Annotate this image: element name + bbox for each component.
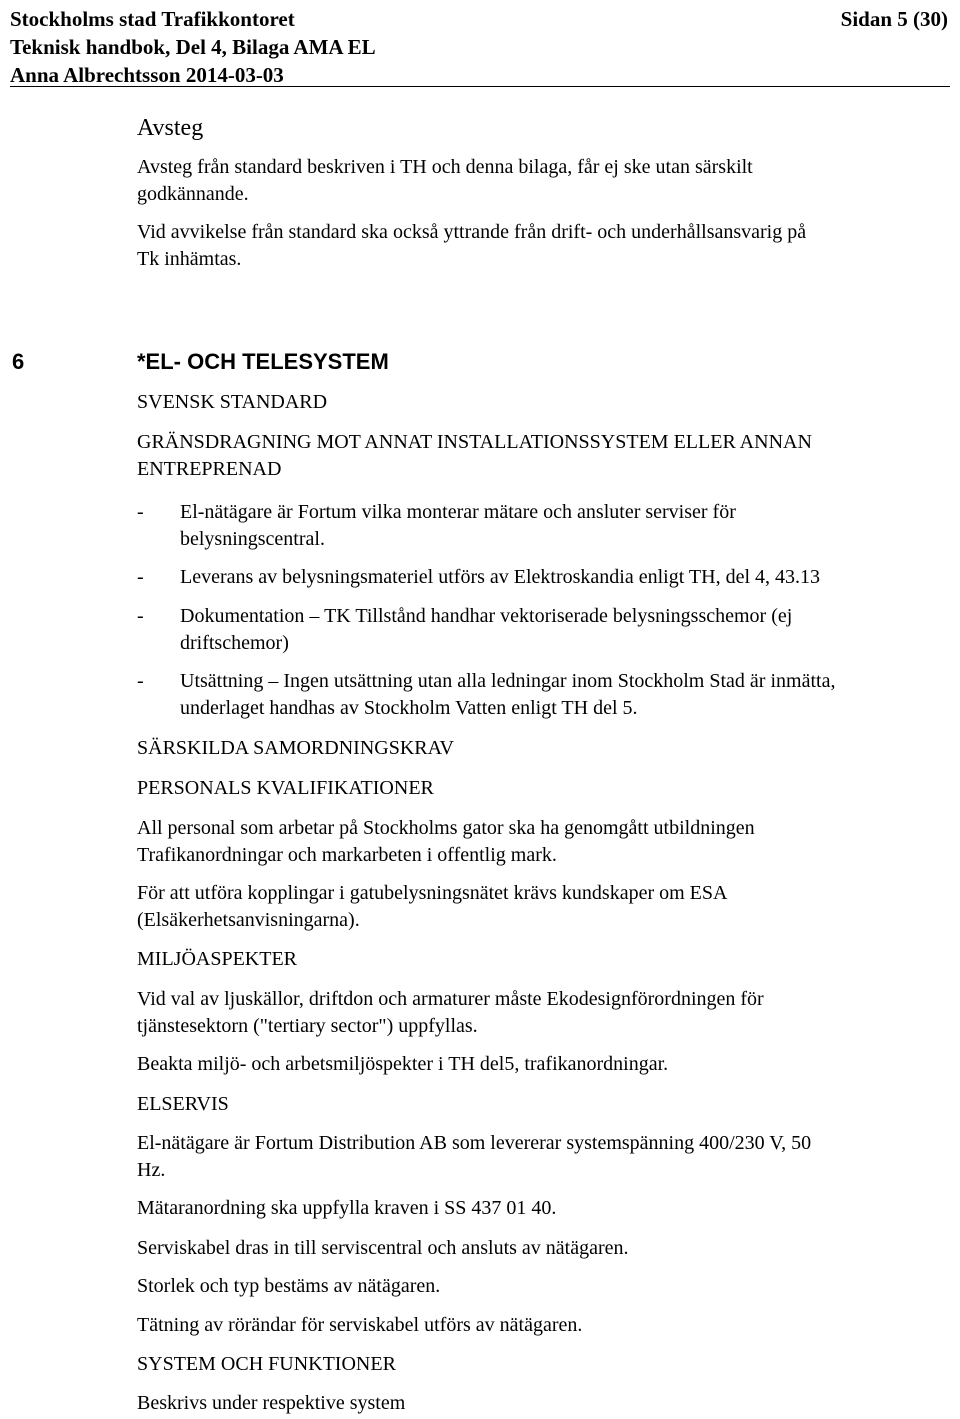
list-item-line: Dokumentation – TK Tillstånd handhar vektoriserade belysningsschemor (ej <box>180 605 793 627</box>
personals-paragraph-1-line-2: Trafikanordningar och markarbeten i offentlig mark. <box>137 844 557 866</box>
elservis-paragraph-4: Storlek och typ bestäms av nätägaren. <box>137 1275 441 1297</box>
gransdragning-heading-line-2: ENTREPRENAD <box>137 458 282 480</box>
personals-paragraph-2-line-2: (Elsäkerhetsanvisningarna). <box>137 909 360 931</box>
list-item-line: Utsättning – Ingen utsättning utan alla ledningar inom Stockholm Stad är inmätta, <box>180 670 836 692</box>
elservis-paragraph-5: Tätning av rörändar för serviskabel utförs av nätägaren. <box>137 1314 583 1336</box>
elservis-paragraph-1-line-1: El-nätägare är Fortum Distribution AB som levererar systemspänning 400/230 V, 50 <box>137 1132 812 1154</box>
list-item-line: Leverans av belysningsmateriel utförs av Elektroskandia enligt TH, del 4, 43.13 <box>180 566 821 588</box>
list-item-line: belysningscentral. <box>180 528 325 550</box>
header-document-title: Teknisk handbok, Del 4, Bilaga AMA EL <box>10 35 376 59</box>
miljo-paragraph-1-line-1: Vid val av ljuskällor, driftdon och armaturer måste Ekodesignförordningen för <box>137 988 764 1010</box>
svensk-standard-heading: SVENSK STANDARD <box>137 391 328 413</box>
personals-paragraph-2-line-1: För att utföra kopplingar i gatubelysningsnätet krävs kundskaper om ESA <box>137 882 728 904</box>
list-item-line: driftschemor) <box>180 632 289 654</box>
section-title: *EL- OCH TELESYSTEM <box>137 349 389 374</box>
header-divider <box>10 86 950 87</box>
miljo-paragraph-2: Beakta miljö- och arbetsmiljöspekter i TH del5, trafikanordningar. <box>137 1053 669 1075</box>
gransdragning-heading-line-1: GRÄNSDRAGNING MOT ANNAT INSTALLATIONSSYSTEM ELLER ANNAN <box>137 431 812 453</box>
personals-heading: PERSONALS KVALIFIKATIONER <box>137 777 434 799</box>
header-organization: Stockholms stad Trafikkontoret <box>10 7 295 31</box>
list-dash: - <box>137 605 144 627</box>
sarskilda-heading: SÄRSKILDA SAMORDNINGSKRAV <box>137 737 454 759</box>
avsteg-paragraph-2-line-1: Vid avvikelse från standard ska också yttrande från drift- och underhållsansvarig på <box>137 221 807 243</box>
elservis-heading: ELSERVIS <box>137 1093 229 1115</box>
elservis-paragraph-1-line-2: Hz. <box>137 1159 166 1181</box>
list-item-line: El-nätägare är Fortum vilka monterar mätare och ansluter serviser för <box>180 501 736 523</box>
system-paragraph-1: Beskrivs under respektive system <box>137 1392 406 1414</box>
miljo-paragraph-1-line-2: tjänstesektorn ("tertiary sector") uppfyllas. <box>137 1015 478 1037</box>
list-dash: - <box>137 670 144 692</box>
avsteg-heading: Avsteg <box>137 115 204 141</box>
list-dash: - <box>137 501 144 523</box>
header-author-date: Anna Albrechtsson 2014-03-03 <box>10 63 284 87</box>
elservis-paragraph-3: Serviskabel dras in till serviscentral och ansluts av nätägaren. <box>137 1237 629 1259</box>
avsteg-paragraph-1-line-2: godkännande. <box>137 183 249 205</box>
list-item-line: underlaget handhas av Stockholm Vatten enligt TH del 5. <box>180 697 638 719</box>
elservis-paragraph-2: Mätaranordning ska uppfylla kraven i SS 437 01 40. <box>137 1197 557 1219</box>
avsteg-paragraph-2-line-2: Tk inhämtas. <box>137 248 242 270</box>
system-heading: SYSTEM OCH FUNKTIONER <box>137 1353 396 1375</box>
page-number: Sidan 5 (30) <box>840 7 948 31</box>
section-number: 6 <box>12 349 25 374</box>
avsteg-paragraph-1-line-1: Avsteg från standard beskriven i TH och denna bilaga, får ej ske utan särskilt <box>137 156 753 178</box>
personals-paragraph-1-line-1: All personal som arbetar på Stockholms gator ska ha genomgått utbildningen <box>137 817 755 839</box>
list-dash: - <box>137 566 144 588</box>
miljo-heading: MILJÖASPEKTER <box>137 948 298 970</box>
